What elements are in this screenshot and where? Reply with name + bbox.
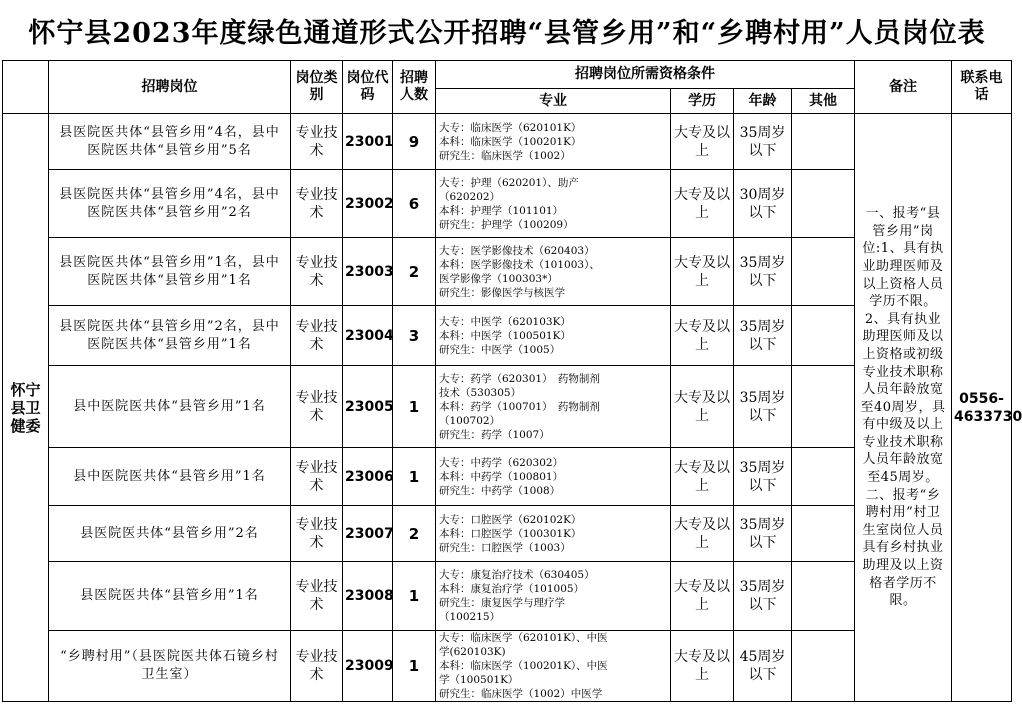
major-line: 大专：中药学（620302） <box>439 456 564 469</box>
code-cell: 23008 <box>343 562 393 631</box>
major-cell <box>436 306 671 366</box>
count-cell: 2 <box>393 506 436 562</box>
education-cell: 大专及以上 <box>671 448 734 506</box>
education-cell: 大专及以上 <box>671 562 734 631</box>
category-cell: 专业技术 <box>291 631 343 702</box>
major-line: （100215） <box>439 611 501 623</box>
header-count: 招聘人数 <box>393 61 436 114</box>
phone-cell: 0556-4633730 <box>952 114 1012 702</box>
header-blank <box>3 61 49 114</box>
major-line: 大专：中医学（620103K） <box>439 315 571 328</box>
code-cell: 23003 <box>343 238 393 306</box>
position-cell: 县医院医共体“县管乡用”4名，县中医院医共体“县管乡用”5名 <box>49 114 291 170</box>
major-line: （620202） <box>439 190 501 203</box>
major-line: （100702） <box>439 414 501 427</box>
major-line: 研究生：康复医学与理疗学 <box>439 597 565 609</box>
major-line: 研究生：口腔医学（1003） <box>439 541 571 554</box>
notes-cell: 一、报考“县管乡用”岗位:1、具有执业助理医师及以上资格人员学历不限。2、具有执业助理医师及以上资格或初级专业技术职称人员年龄放宽至40周岁，具有中级及以上专业技术职称人员年龄放宽至45周岁。二、报考“乡聘村用”村卫生室岗位人员具有乡村执业助理及以上资格者学历不限。 <box>855 114 952 702</box>
header-notes: 备注 <box>855 61 952 114</box>
category-cell: 专业技术 <box>291 114 343 170</box>
major-line: 本科：医学影像技术（101003）、 <box>439 258 600 271</box>
major-line: 本科：口腔医学（100301K） <box>439 527 582 540</box>
age-cell: 35周岁以下 <box>734 506 792 562</box>
code-cell: 23002 <box>343 170 393 238</box>
major-line: 研究生：中医学（1005） <box>439 343 561 356</box>
header-conditions: 招聘岗位所需资格条件 <box>436 61 855 89</box>
major-line: 研究生：临床医学（1002）中医学 <box>439 688 603 700</box>
count-cell: 1 <box>393 448 436 506</box>
other-cell <box>792 170 855 238</box>
count-cell: 1 <box>393 366 436 448</box>
major-line: 大专：临床医学（620101K） <box>439 121 582 134</box>
code-cell: 23001 <box>343 114 393 170</box>
header-phone: 联系电话 <box>952 61 1012 114</box>
position-cell: “乡聘村用”（县医院医共体石镜乡村卫生室） <box>49 631 291 702</box>
table-row <box>3 114 1012 170</box>
major-line: 研究生：中药学（1008） <box>439 484 561 497</box>
age-cell: 35周岁以下 <box>734 238 792 306</box>
age-cell: 30周岁以下 <box>734 170 792 238</box>
other-cell <box>792 306 855 366</box>
other-cell <box>792 366 855 448</box>
major-cell <box>436 506 671 562</box>
major-cell <box>436 114 671 170</box>
major-line: 技术（530305） <box>439 386 522 399</box>
major-line: 本科：康复治疗学（101005） <box>439 583 585 595</box>
other-cell <box>792 114 855 170</box>
count-cell: 1 <box>393 562 436 631</box>
age-cell: 35周岁以下 <box>734 114 792 170</box>
major-line: 大专：口腔医学（620102K） <box>439 513 582 526</box>
major-line: 大专：药学（620301） 药物制剂 <box>439 372 600 385</box>
category-cell: 专业技术 <box>291 238 343 306</box>
major-line: 学(620103K) <box>439 646 506 658</box>
major-line: 本科：中药学（100801） <box>439 470 564 483</box>
education-cell: 大专及以上 <box>671 170 734 238</box>
header-code: 岗位代码 <box>343 61 393 114</box>
major-cell <box>436 366 671 448</box>
age-cell: 35周岁以下 <box>734 306 792 366</box>
code-cell: 23006 <box>343 448 393 506</box>
major-cell <box>436 562 671 631</box>
category-cell: 专业技术 <box>291 170 343 238</box>
age-cell: 35周岁以下 <box>734 366 792 448</box>
other-cell <box>792 631 855 702</box>
major-cell <box>436 238 671 306</box>
header-major: 专业 <box>436 89 671 114</box>
category-cell: 专业技术 <box>291 306 343 366</box>
age-cell: 45周岁以下 <box>734 631 792 702</box>
table-body <box>3 114 1022 702</box>
education-cell: 大专及以上 <box>671 238 734 306</box>
education-cell: 大专及以上 <box>671 506 734 562</box>
count-cell: 6 <box>393 170 436 238</box>
other-cell <box>792 238 855 306</box>
code-cell: 23009 <box>343 631 393 702</box>
other-cell <box>792 562 855 631</box>
code-cell: 23007 <box>343 506 393 562</box>
major-line: 本科：药学（100701） 药物制剂 <box>439 400 600 413</box>
position-cell: 县医院医共体“县管乡用”1名，县中医院医共体“县管乡用”1名 <box>49 238 291 306</box>
position-cell: 县中医院医共体“县管乡用”1名 <box>49 448 291 506</box>
major-line: 大专：医学影像技术（620403） <box>439 244 595 257</box>
major-line: 本科：临床医学（100201K） <box>439 135 582 148</box>
major-line: 研究生：影像医学与核医学 <box>439 286 565 299</box>
major-line: 本科：临床医学（100201K）、中医 <box>439 660 608 672</box>
age-cell: 35周岁以下 <box>734 448 792 506</box>
header-other: 其他 <box>792 89 855 114</box>
position-cell: 县中医院医共体“县管乡用”1名 <box>49 366 291 448</box>
category-cell: 专业技术 <box>291 366 343 448</box>
code-cell: 23004 <box>343 306 393 366</box>
count-cell: 9 <box>393 114 436 170</box>
major-cell <box>436 170 671 238</box>
header-category: 岗位类别 <box>291 61 343 114</box>
position-cell: 县医院医共体“县管乡用”2名，县中医院医共体“县管乡用”1名 <box>49 306 291 366</box>
code-cell: 23005 <box>343 366 393 448</box>
count-cell: 1 <box>393 631 436 702</box>
department-cell: 怀宁县卫健委 <box>3 114 49 702</box>
category-cell: 专业技术 <box>291 448 343 506</box>
header-age: 年龄 <box>734 89 792 114</box>
count-cell: 2 <box>393 238 436 306</box>
position-cell: 县医院医共体“县管乡用”2名 <box>49 506 291 562</box>
page-title: 怀宁县2023年度绿色通道形式公开招聘“县管乡用”和“乡聘村用”人员岗位表 <box>28 17 986 49</box>
major-line: 大专：临床医学（620101K）、中医 <box>439 632 608 644</box>
position-cell: 县医院医共体“县管乡用”4名，县中医院医共体“县管乡用”2名 <box>49 170 291 238</box>
count-cell: 3 <box>393 306 436 366</box>
job-table <box>2 60 1022 702</box>
age-cell: 35周岁以下 <box>734 562 792 631</box>
education-cell: 大专及以上 <box>671 631 734 702</box>
header-education: 学历 <box>671 89 734 114</box>
major-line: 大专：康复治疗技术（630405） <box>439 569 595 581</box>
category-cell: 专业技术 <box>291 562 343 631</box>
major-line: 大专：护理（620201）、助产 <box>439 176 579 189</box>
education-cell: 大专及以上 <box>671 114 734 170</box>
category-cell: 专业技术 <box>291 506 343 562</box>
major-line: 本科：中医学（100501K） <box>439 329 571 342</box>
other-cell <box>792 506 855 562</box>
major-line: 学（100501K） <box>439 674 519 686</box>
major-line: 研究生：药学（1007） <box>439 428 550 441</box>
education-cell: 大专及以上 <box>671 306 734 366</box>
major-line: 研究生：临床医学（1002） <box>439 149 571 162</box>
position-cell: 县医院医共体“县管乡用”1名 <box>49 562 291 631</box>
education-cell: 大专及以上 <box>671 366 734 448</box>
major-cell <box>436 631 671 702</box>
major-line: 本科：护理学（101101） <box>439 204 564 217</box>
other-cell <box>792 448 855 506</box>
major-line: 研究生：护理学（100209） <box>439 218 574 231</box>
header-position: 招聘岗位 <box>49 61 291 114</box>
major-cell <box>436 448 671 506</box>
major-line: 医学影像学（100303*） <box>439 272 558 285</box>
